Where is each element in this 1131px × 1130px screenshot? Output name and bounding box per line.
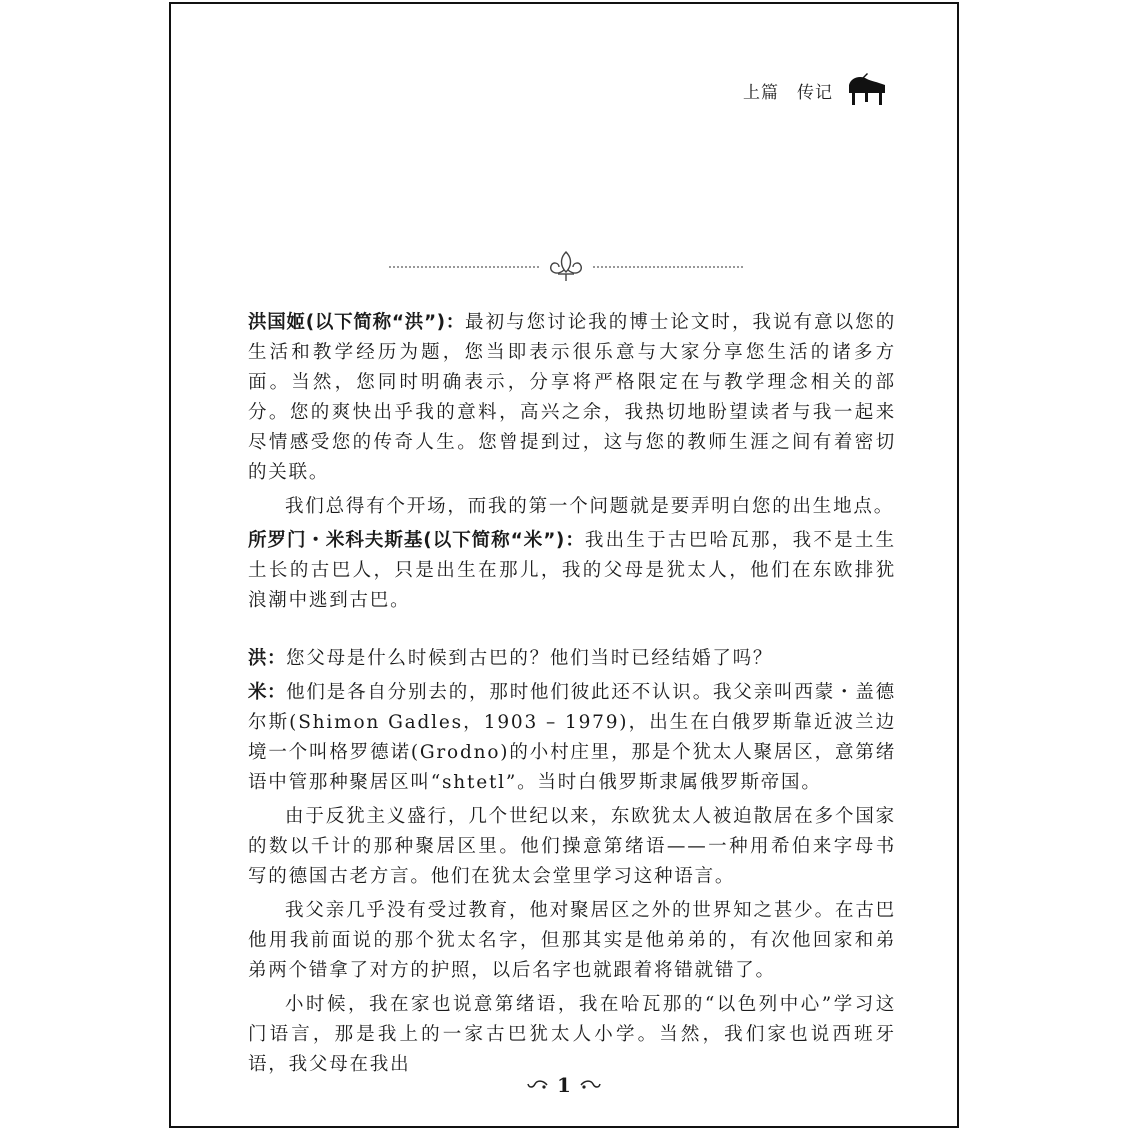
paragraph: 米：他们是各自分别去的，那时他们彼此还不认识。我父亲叫西蒙・盖德尔斯(Shimon Gadles，1903 – 1979)，出生在白俄罗斯靠近波兰边境一个叫格罗德诺(Grodno)的小村庄里，那是个犹太人聚居区，意第绪语中管那种聚居区叫“shtetl”。当时白俄罗斯隶属俄罗斯帝国。 [248, 682, 896, 793]
body-text [248, 308, 896, 1080]
paragraph: 洪国姬(以下简称“洪”)：最初与您讨论我的博士论文时，我说有意以您的生活和教学经历为题，您当即表示很乐意与大家分享您生活的诸多方面。当然，您同时明确表示，分享将严格限定在与教学理念相关的部分。您的爽快出乎我的意料，高兴之余，我热切地盼望读者与我一起来尽情感受您的传奇人生。您曾提到过，这与您的教师生涯之间有着密切的关联。 [248, 312, 896, 483]
paragraph: 所罗门・米科夫斯基(以下简称“米”)：我出生于古巴哈瓦那，我不是土生土长的古巴人，只是出生在那儿，我的父母是犹太人，他们在东欧排犹浪潮中逃到古巴。 [248, 530, 896, 611]
paragraph: 由于反犹主义盛行，几个世纪以来，东欧犹太人被迫散居在多个国家的数以千计的那种聚居区里。他们操意第绪语——一种用希伯来字母书写的德国古老方言。他们在犹太会堂里学习这种语言。 [248, 806, 896, 887]
running-head-title: 上篇 传记 [743, 82, 833, 103]
fleur-de-lis-icon [551, 252, 582, 281]
paragraph: 小时候，我在家也说意第绪语，我在哈瓦那的“以色列中心”学习这门语言，那是我上的一家古巴犹太人小学。当然，我们家也说西班牙语，我父母在我出 [248, 994, 896, 1075]
speaker-label: 洪： [248, 648, 287, 669]
ornament-divider [389, 246, 743, 286]
speaker-label: 洪国姬(以下简称“洪”)： [248, 312, 466, 333]
paragraph: 洪：您父母是什么时候到古巴的？他们当时已经结婚了吗？ [248, 648, 774, 669]
page-frame [169, 2, 959, 1128]
speaker-label: 米： [248, 682, 287, 703]
page-number: 1 [557, 1073, 571, 1097]
paragraph: 我们总得有个开场，而我的第一个问题就是要弄明白您的出生地点。 [285, 496, 895, 517]
page-footer [171, 1070, 957, 1100]
running-head [743, 70, 887, 110]
speaker-label: 所罗门・米科夫斯基(以下简称“米”)： [248, 530, 585, 551]
left-flourish-icon [527, 1078, 549, 1092]
grand-piano-icon [847, 73, 887, 107]
right-flourish-icon [579, 1078, 601, 1092]
paragraph: 我父亲几乎没有受过教育，他对聚居区之外的世界知之甚少。在古巴他用我前面说的那个犹太名字，但那其实是他弟弟的，有次他回家和弟弟两个错拿了对方的护照，以后名字也就跟着将错就错了。 [248, 900, 896, 981]
